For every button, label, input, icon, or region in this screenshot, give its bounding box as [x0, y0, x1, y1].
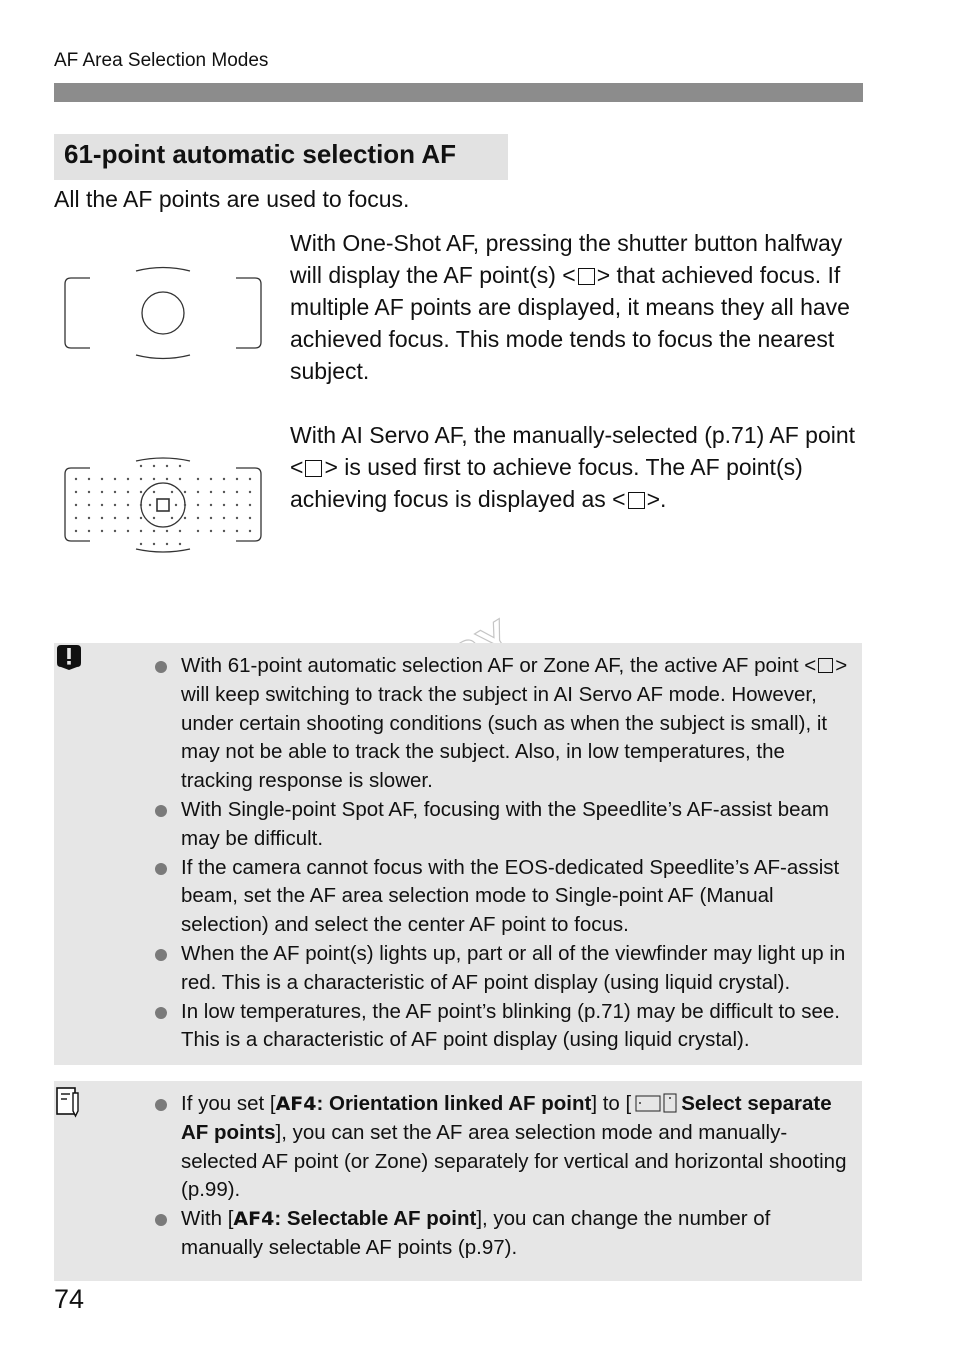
running-header: AF Area Selection Modes — [54, 50, 269, 71]
memo-item-text: ], you can change the number of manually selectable AF points (p.97). — [181, 1207, 771, 1259]
memo-item-text: If you set [ — [181, 1092, 276, 1115]
ai-servo-text-c: >. — [646, 486, 667, 512]
af-point-square-icon — [818, 658, 833, 673]
af4-menu-tab: AF4 — [233, 1208, 275, 1231]
memo-list — [153, 1090, 858, 1263]
memo-item-text: With [ — [181, 1207, 234, 1231]
memo-item-text: ], you can set the AF area selection mode and manually-selected AF point (or Zone) separately for vertical and horizontal shooting (p.99). — [181, 1120, 847, 1202]
memo-item-text: ] to [ — [591, 1092, 632, 1115]
af-point-square-icon — [578, 268, 595, 285]
ai-servo-description — [290, 419, 865, 515]
option-name: Select separate AF points — [181, 1092, 832, 1144]
ai-servo-text-a: With AI Servo AF, the manually-selected (p.71) AF point < — [290, 422, 856, 480]
header-rule — [54, 83, 863, 102]
caution-item: With Single-point Spot AF, focusing with the Speedlite’s AF-assist beam may be difficult. — [153, 796, 858, 854]
intro-text: All the AF points are used to focus. — [54, 186, 410, 212]
menu-item-name: : Selectable AF point — [274, 1207, 477, 1231]
memo-icon — [54, 1085, 84, 1119]
one-shot-text-b: > that achieved focus. If multiple AF points are displayed, it means they all have achieved focus. This mode tends to focus the nearest subject. — [290, 262, 850, 384]
viewfinder-one-shot-diagram — [58, 262, 268, 364]
section-title: 61-point automatic selection AF — [54, 134, 508, 180]
separate-af-points-icon — [635, 1093, 677, 1113]
menu-item-name: : Orientation linked AF point — [316, 1092, 592, 1115]
caution-item — [153, 652, 858, 796]
caution-list — [153, 652, 858, 1055]
one-shot-description — [290, 227, 865, 387]
caution-item: If the camera cannot focus with the EOS-dedicated Speedlite’s AF-assist beam, set the AF area selection mode to Single-point AF (Manual selection) and select the center AF point to focus. — [153, 854, 858, 940]
caution-box — [54, 643, 862, 1065]
caution-item-text: With 61-point automatic selection AF or Zone AF, the active AF point < — [181, 654, 817, 677]
ai-servo-text-b: > is used first to achieve focus. The AF point(s) achieving focus is displayed as < — [290, 454, 803, 512]
memo-box — [54, 1081, 862, 1281]
viewfinder-ai-servo-diagram — [58, 455, 268, 559]
af4-menu-tab: AF4 — [275, 1093, 317, 1115]
memo-item — [153, 1090, 858, 1205]
caution-icon — [54, 643, 84, 673]
af-point-square-icon — [305, 460, 322, 477]
one-shot-text-a: With One-Shot AF, pressing the shutter button halfway will display the AF point(s) < — [290, 230, 843, 288]
caution-item: In low temperatures, the AF point’s blinking (p.71) may be difficult to see. This is a characteristic of AF point display (using liquid crystal). — [153, 998, 858, 1056]
caution-item: When the AF point(s) lights up, part or all of the viewfinder may light up in red. This is a characteristic of AF point display (using liquid crystal). — [153, 940, 858, 998]
page-number: 74 — [54, 1284, 85, 1314]
af-point-square-icon — [628, 492, 645, 509]
memo-item — [153, 1205, 858, 1263]
caution-item-text: > will keep switching to track the subject in AI Servo AF mode. However, under certain shooting conditions (such as when the subject is small), it may not be able to track the subject. Also, in low temperatures, the tracking response is slower. — [181, 654, 848, 793]
